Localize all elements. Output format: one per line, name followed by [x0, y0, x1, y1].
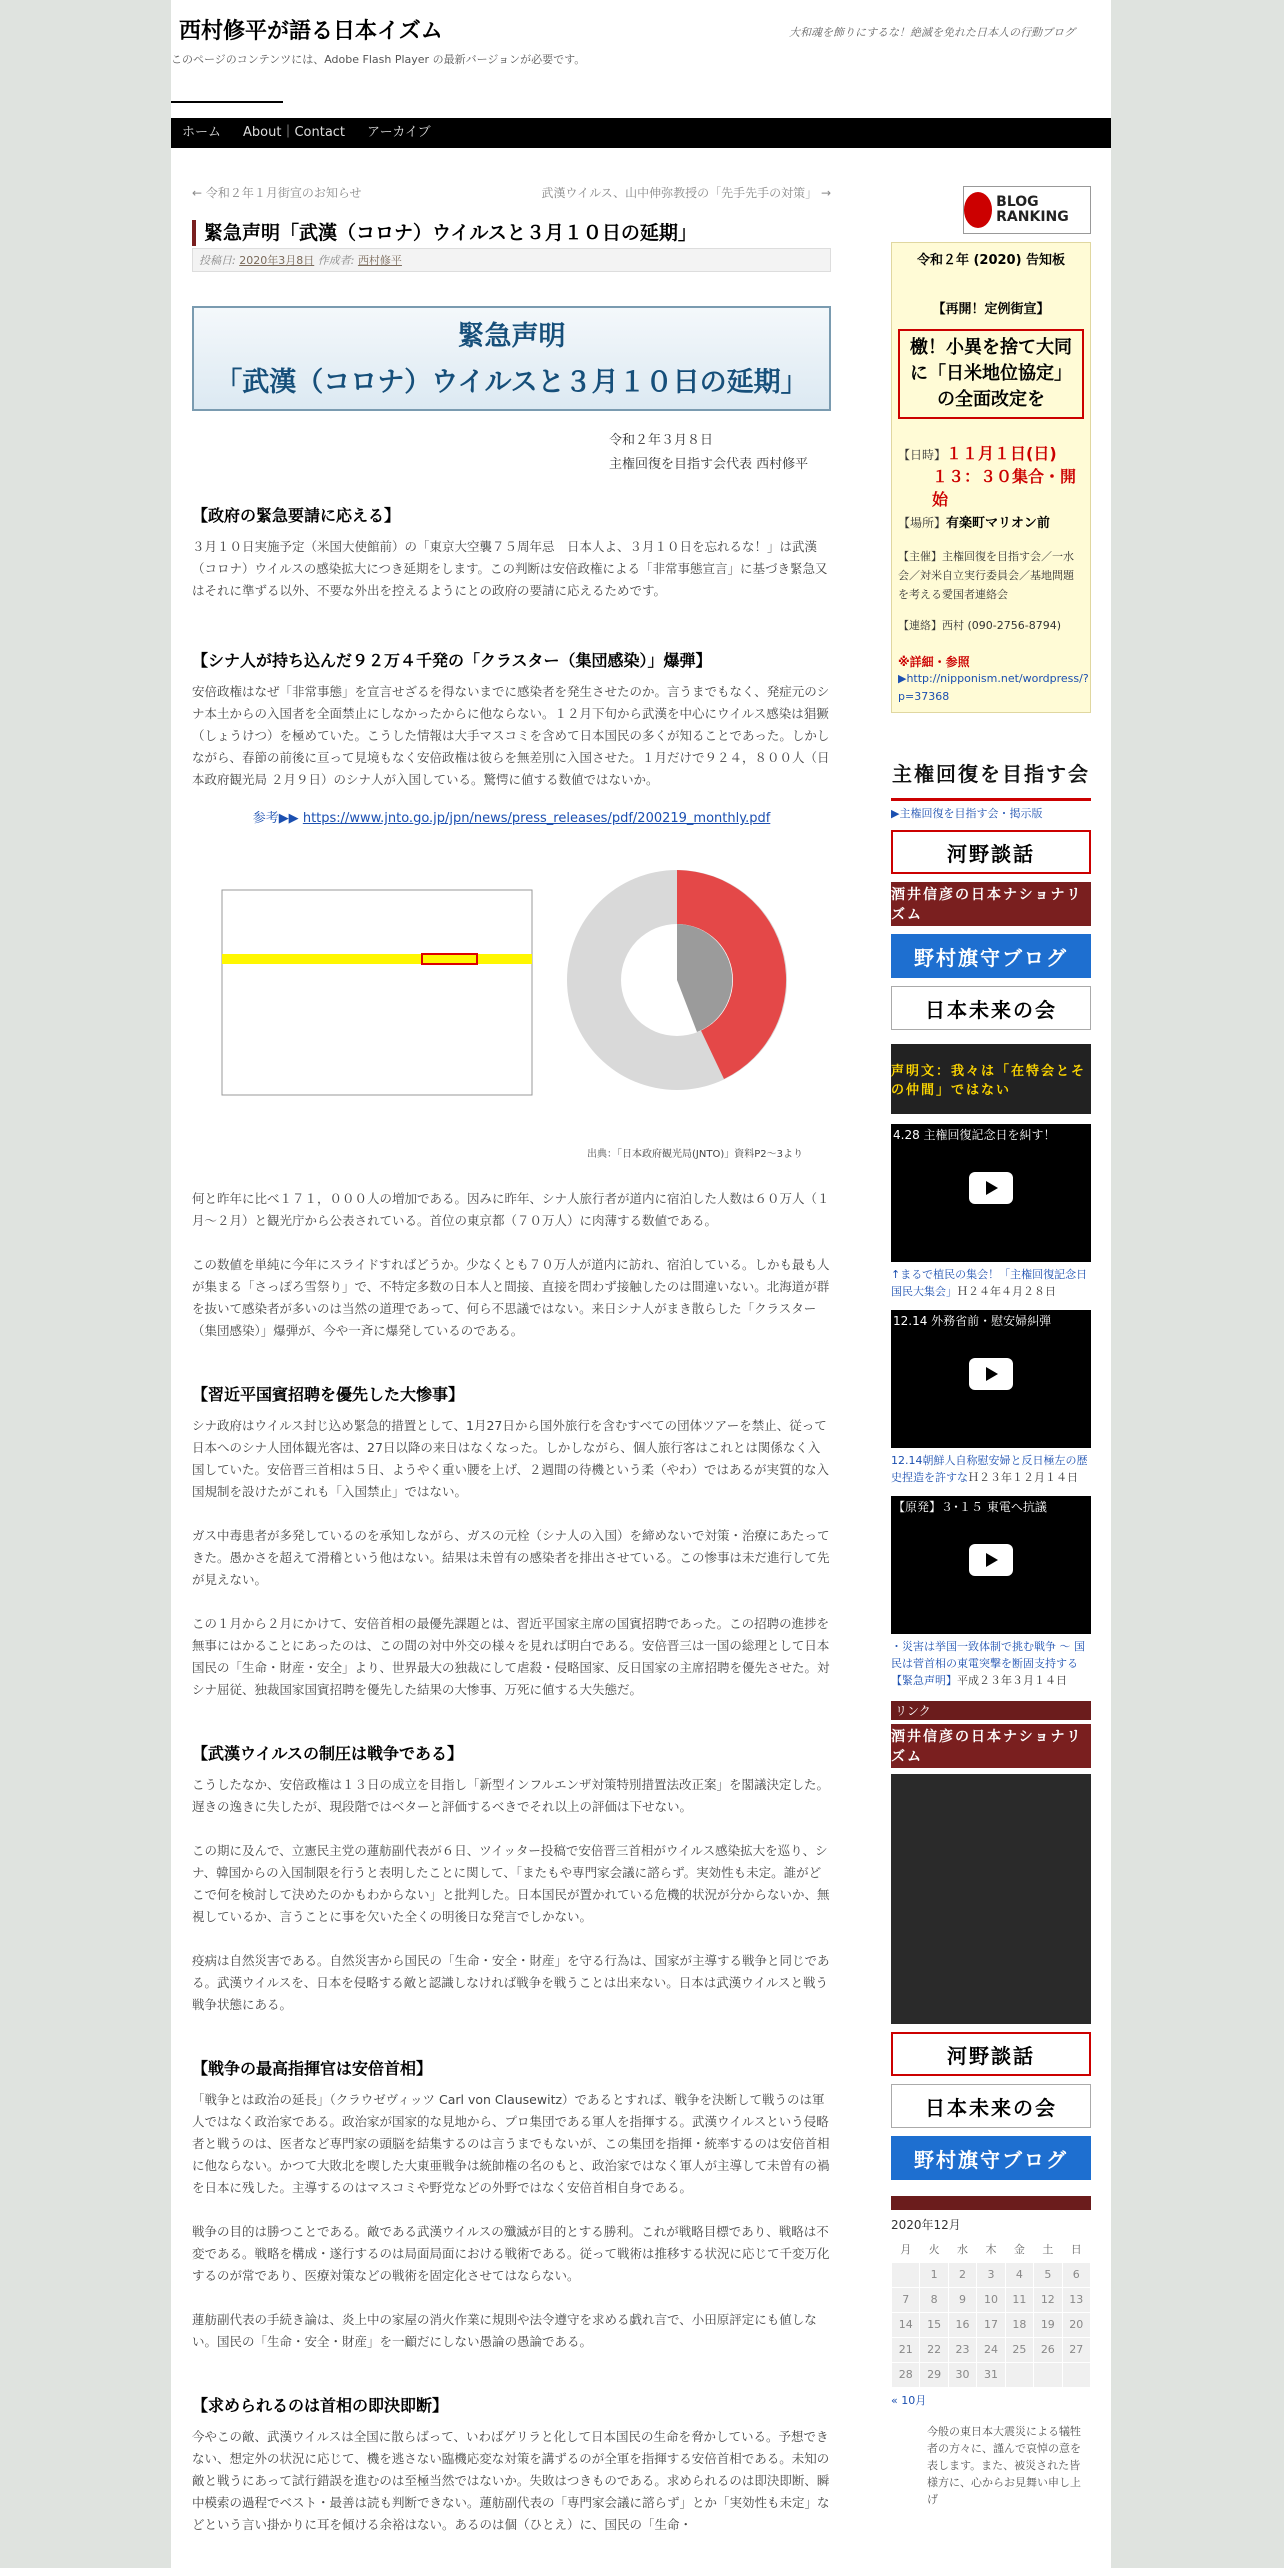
- shuken-board-link[interactable]: ▶主権回復を目指す会・掲示版: [891, 807, 1043, 820]
- main-nav: [171, 118, 1111, 148]
- cal-day: 火: [928, 2243, 940, 2257]
- cal-cell: 31: [977, 2362, 1005, 2387]
- video-1-link[interactable]: [891, 1266, 1091, 1300]
- nav-archive[interactable]: アーカイブ: [367, 125, 431, 140]
- nomura-banner[interactable]: 野村旗守ブログ: [891, 934, 1091, 978]
- video-2-date: Ｈ２３年１２月１４日: [968, 1471, 1078, 1484]
- signature-date: 令和２年３月８日: [609, 433, 714, 448]
- para-xi-1: シナ政府はウイルス封じ込め緊急的措置として、1月27日から国外旅行を含むすべての団体ツアーを禁止、従って日本へのシナ人団体観光客は、27日以降の来日はなくなった。しかしながら、個人旅行客はこれとは関係なく入国していた。安倍晋三首相は５日、ようやく重い腰を上げ、２週間の待機という柔（やわ）ではあるが実質的な入国規制を設けたがこれも「入国禁止」ではない。: [192, 1418, 830, 1499]
- cal-cell: 12: [1034, 2287, 1062, 2312]
- cal-cell: 4: [1005, 2262, 1033, 2287]
- cal-cell: 16: [948, 2312, 976, 2337]
- cal-cell: 15: [920, 2312, 948, 2337]
- cal-cell: 10: [977, 2287, 1005, 2312]
- cal-cell: 29: [920, 2362, 948, 2387]
- video-1-date: Ｈ２４年４月２８日: [957, 1285, 1056, 1298]
- video-1[interactable]: [891, 1124, 1091, 1262]
- signature-name: 主権回復を目指す会代表 西村修平: [609, 457, 809, 472]
- meta-author: 作成者:: [317, 254, 355, 267]
- visitor-figure: [192, 850, 831, 1160]
- post-meta: [192, 248, 831, 272]
- cal-cell: 2: [948, 2262, 976, 2287]
- mirai-banner[interactable]: 日本未来の会: [891, 986, 1091, 1030]
- video-2-link-text[interactable]: 12.14朝鮮人自称慰安婦と反日極左の歴史捏造を許すな: [891, 1454, 1088, 1484]
- notice-board: [891, 242, 1091, 713]
- para-war-1: こうしたなか、安倍政権は１３日の成立を目指し「新型インフルエンザ対策特別措置法改正案」を閣議決定した。遅きの逸きに失したが、現段階ではベターと評価するべきでそれ以上の評価は下せない。: [192, 1777, 830, 1814]
- cal-day: 土: [1042, 2243, 1054, 2257]
- video-3-date: 平成２３年３月１４日: [957, 1674, 1067, 1687]
- date-value: １１月１日(日): [946, 444, 1057, 463]
- heading-decision: 【求められるのは首相の即決即断】: [192, 2396, 449, 2415]
- heading-war: 【武漢ウイルスの制圧は戦争である】: [192, 1744, 464, 1763]
- cal-cell: 25: [1005, 2337, 1033, 2362]
- ranking-logo-icon: [964, 192, 992, 228]
- shuken-banner[interactable]: 主権回復を目指す会: [891, 747, 1091, 801]
- cal-cell: 5: [1034, 2262, 1062, 2287]
- cal-cell: 8: [920, 2287, 948, 2312]
- para-decision: 今やこの敵、武漢ウイルスは全国に散らばって、いわばゲリラと化して日本国民の生命を脅かしている。予想できない、想定外の状況に応じて、機を逃さない臨機応変な対策を講ずるのが全軍を指揮する安倍首相である。未知の敵と戦うにあって試行錯誤を進むのは至極当然ではないか。失敗はつきものである。求められるのは即決即断、瞬中模索の過程でベスト・最善は読も判断できない。蓮舫副代表の「専門家会議に諮らず」とか「実効性も未定」などという言い掛かりに耳を傾ける余裕はない。あるのは個（ひとえ）に、国民の「生命・: [192, 2429, 830, 2532]
- post-navigation: [192, 184, 831, 208]
- cal-cell: 27: [1062, 2337, 1090, 2362]
- links-header: リンク: [891, 1701, 1091, 1720]
- cal-cell: [1005, 2362, 1033, 2387]
- cal-cell: 7: [892, 2287, 920, 2312]
- notice-details-link[interactable]: ▶http://nipponism.net/wordpress/?p=37368: [898, 672, 1089, 703]
- visitor-table-image: [222, 850, 552, 1100]
- cal-cell: 26: [1034, 2337, 1062, 2362]
- notice-headline: 檄！小異を捨て大同に「日米地位協定」の全面改定を: [898, 329, 1084, 419]
- sakai-banner-2[interactable]: 酒井信彦の日本ナショナリズム: [891, 1724, 1091, 1768]
- reference-link[interactable]: https://www.jnto.go.jp/jpn/news/press_releases/pdf/200219_monthly.pdf: [302, 811, 771, 826]
- post-title: 緊急声明「武漢（コロナ）ウイルスと３月１０日の延期」: [192, 220, 831, 246]
- blog-ranking-label: BLOG RANKING: [996, 194, 1069, 225]
- sidebar: [891, 186, 1091, 2506]
- title-rule: [171, 101, 283, 103]
- play-icon[interactable]: [969, 1358, 1013, 1390]
- para-increase: 何と昨年に比べ１７１，０００人の増加である。因みに昨年、シナ人旅行者が道内に宿泊した人数は６０万人（１月～２月）と観光庁から公表されている。首位の東京都（７０万人）に肉薄する数値である。: [192, 1191, 830, 1228]
- cal-cell: 3: [977, 2262, 1005, 2287]
- cal-cell: 23: [948, 2337, 976, 2362]
- cal-cell: [1034, 2362, 1062, 2387]
- cal-cell: 13: [1062, 2287, 1090, 2312]
- para-war-3: 疫病は自然災害である。自然災害から国民の「生命・安全・財産」を守る行為は、国家が主導する戦争と同じである。武漢ウイルスを、日本を侵略する敵と認識しなければ戦争を戦うことは出来ない。日本は武漢ウイルスと戦う戦争状態にある。: [192, 1953, 830, 2012]
- para-hokkaido: この数値を単純に今年にスライドすればどうか。少なくとも７０万人が道内に訪れ、宿泊している。しかも最も人が集まる「さっぽろ雪祭り」で、不特定多数の日本人と間接、直接を問わず接触したのは間違いない。北海道が群を抜いて感染者が多いのは当然の道理であって、何ら不思議ではない。来日シナ人がまき散らした「クラスター（集団感染）」爆弾が、今や一斉に爆発しているのである。: [192, 1257, 830, 1338]
- cal-day: 水: [957, 2243, 969, 2257]
- heading-government: 【政府の緊急要請に応える】: [192, 506, 401, 525]
- site-title[interactable]: 西村修平が語る日本イズム: [179, 19, 443, 44]
- video-3-link-text[interactable]: ・災害は挙国一致体制で挑む戦争 〜 国民は菅首相の東電突撃を断固支持する【緊急声明】: [891, 1640, 1085, 1687]
- cal-cell: 20: [1062, 2312, 1090, 2337]
- content: [192, 184, 831, 2558]
- para-commander-3: 蓮舫副代表の手続き論は、炎上中の家屋の消火作業に規則や法令遵守を求める戯れ言で、小田原評定にも値しない。国民の「生命・安全・財産」を一顧だにしない愚論の愚論である。: [192, 2312, 817, 2349]
- notice-subtitle: 【再開！定例街宣】: [932, 302, 1050, 317]
- notice-datetime: [898, 443, 1084, 535]
- page: [171, 0, 1111, 2568]
- mirai-banner-2[interactable]: 日本未来の会: [891, 2084, 1091, 2128]
- reference: [192, 807, 831, 826]
- reference-label: 参考▶▶: [252, 811, 299, 826]
- prev-post-link[interactable]: ← 令和２年１月街宣のお知らせ: [192, 186, 362, 200]
- play-icon[interactable]: [969, 1172, 1013, 1204]
- cal-cell: [1062, 2362, 1090, 2387]
- notice-organizer: 【主催】主権回復を目指す会／一水会／対米自立実行委員会／基地問題を考える愛国者連絡会: [898, 550, 1074, 601]
- cal-cell: 6: [1062, 2262, 1090, 2287]
- calendar-prev-link[interactable]: « 10月: [891, 2393, 927, 2407]
- visitor-pie-chart: [552, 850, 802, 1100]
- cal-cell: 18: [1005, 2312, 1033, 2337]
- statement-banner: [192, 306, 831, 411]
- notice-title: 令和２年 (2020) 告知板: [916, 253, 1066, 268]
- video-1-caption: 4.28 主権回復記念日を糾す！: [893, 1128, 1056, 1142]
- signature: [609, 429, 831, 477]
- heading-commander: 【戦争の最高指揮官は安倍首相】: [192, 2059, 433, 2078]
- cal-cell: 9: [948, 2287, 976, 2312]
- statement-banner-side[interactable]: 声明文：我々は「在特会とその仲間」ではない: [891, 1044, 1091, 1114]
- nomura-banner-2[interactable]: 野村旗守ブログ: [891, 2136, 1091, 2180]
- video-3[interactable]: [891, 1496, 1091, 1634]
- notice-details: ※詳細・参照: [898, 655, 970, 669]
- cal-cell: 21: [892, 2337, 920, 2362]
- memorial-text: 今般の東日本大震災による犠牲者の方々に、謹んで哀悼の意を表します。また、被災された皆様方に、心からお見舞い申し上げ: [927, 2424, 1081, 2506]
- cal-day: 金: [1013, 2243, 1025, 2257]
- next-post-link[interactable]: 武漢ウイルス、山中伸弥教授の「先手先手の対策」 →: [541, 186, 831, 200]
- flash-note: このページのコンテンツには、Adobe Flash Player の最新バージョンが必要です。: [171, 53, 586, 66]
- cal-cell: 28: [892, 2362, 920, 2387]
- kono-danwa-banner[interactable]: 河野談話: [891, 830, 1091, 874]
- sakai-banner[interactable]: 酒井信彦の日本ナショナリズム: [891, 882, 1091, 926]
- calendar: [891, 2216, 1091, 2409]
- para-xi-2: ガス中毒患者が多発しているのを承知しながら、ガスの元栓（シナ人の入国）を締めないで対策・治療にあたってきた。愚かさを超えて滑稽という他はない。結果は未曽有の感染者を排出させている。この惨事は未だ進行して先が見えない。: [192, 1528, 830, 1587]
- video-1-link-text[interactable]: ↑まるで植民の集会！「主権回復記念日国民大集会」: [891, 1268, 1088, 1298]
- video-2-caption: 12.14 外務省前・慰安婦糾弾: [893, 1314, 1052, 1328]
- video-2-link[interactable]: [891, 1452, 1091, 1486]
- video-2[interactable]: [891, 1310, 1091, 1448]
- banner-line-1: 緊急声明: [457, 321, 566, 352]
- meta-prefix: 投稿日:: [199, 254, 236, 267]
- banner-line-2: 「武漢（コロナ）ウイルスと３月１０日の延期」: [215, 367, 808, 398]
- place-label: 【場所】: [898, 516, 947, 530]
- cal-day: 月: [900, 2243, 912, 2257]
- para-commander-1: 「戦争とは政治の延長」（クラウゼヴィッツ Carl von Clausewitz）であるとすれば、戦争を決断して戦うのは軍人ではなく政治家である。政治家が国家的な見地から、プロ集団である軍人を指揮する。武漢ウイルスという侵略者と戦うのは、医者など専門家の頭脳を結集するのは言うまでもないが、この集団を指揮・統率するのは安倍首相に他ならない。かつて大敗北を喫した大東亜戦争は統帥権の名のもと、政治家ではなく軍人が主導して未曽有の禍を日本に残した。主導するのはマスコミや野党などの外野ではなく安倍首相自身である。: [192, 2092, 830, 2195]
- date-label: 【日時】: [898, 448, 947, 462]
- cal-cell: 30: [948, 2362, 976, 2387]
- notice-contact: 【連絡】西村 (090-2756-8794): [898, 619, 1062, 632]
- nav-about[interactable]: About｜Contact: [243, 125, 346, 140]
- calendar-table: [891, 2237, 1091, 2388]
- cal-day: 木: [985, 2243, 997, 2257]
- kono-danwa-banner-2[interactable]: 河野談話: [891, 2032, 1091, 2076]
- post-date-link[interactable]: 2020年3月8日: [239, 254, 315, 267]
- cal-cell: 14: [892, 2312, 920, 2337]
- cal-cell: [892, 2262, 920, 2287]
- cal-day: 日: [1070, 2243, 1082, 2257]
- book-cover-image[interactable]: [891, 1774, 1091, 2024]
- cal-cell: 22: [920, 2337, 948, 2362]
- blog-ranking-banner[interactable]: [963, 186, 1091, 234]
- nav-home[interactable]: ホーム: [182, 125, 222, 140]
- cal-cell: 1: [920, 2262, 948, 2287]
- cal-cell: 19: [1034, 2312, 1062, 2337]
- figure-caption: 出典：「日本政府観光局(JNTO)」資料P2～3より: [587, 1149, 803, 1160]
- site-description: 大和魂を飾りにするな！絶滅を免れた日本人の行動ブログ: [789, 26, 1075, 39]
- play-icon[interactable]: [969, 1544, 1013, 1576]
- calendar-header: [891, 2196, 1091, 2210]
- para-china: 安倍政権はなぜ「非常事態」を宣言せざるを得ないまでに感染者を発生させたのか。言うまでもなく、発症元のシナ本土からの入国者を全面禁止にしなかったからに他ならない。１２月下旬から武漢を中心にウイルス感染は猖獗（しょうけつ）を極めていた。こうした情報は大手マスコミを含めて日本国民の多くが知ることであった。しかしながら、春節の前後に亘って見境もなく安倍政権は彼らを無差別に入国させた。１月だけで９２４，８００人（日本政府観光局 ２月９日）のシナ人が入国している。驚愕に値する数値ではないか。: [192, 684, 830, 787]
- time-value: １３：３０集合・開始: [932, 467, 1077, 509]
- para-commander-2: 戦争の目的は勝つことである。敵である武漢ウイルスの殲滅が目的とする勝利。これが戦略目標であり、戦略は不変である。戦略を構成・遂行するのは局面局面における戦術である。従って戦術は推移する状況に応じて千変万化するのが常であり、医療対策などの戦術を固定化させてはならない。: [192, 2224, 830, 2283]
- heading-xi: 【習近平国賓招聘を優先した大惨事】: [192, 1385, 465, 1404]
- cal-cell: 17: [977, 2312, 1005, 2337]
- heading-china: 【シナ人が持ち込んだ９２万４千発の「クラスター（集団感染）」爆弾】: [192, 651, 712, 670]
- place-value: 有楽町マリオン前: [946, 516, 1050, 531]
- calendar-title: 2020年12月: [891, 2218, 961, 2232]
- cal-cell: 11: [1005, 2287, 1033, 2312]
- cal-cell: 24: [977, 2337, 1005, 2362]
- para-xi-3: この１月から２月にかけて、安倍首相の最優先課題とは、習近平国家主席の国賓招聘であった。この招聘の進捗を無事にはかることにあったのは、この間の対中外交の様々を見れば明白である。安倍晋三は一国の総理として日本国民の「生命・財産・安全」より、世界最大の独裁にして虐殺・侵略国家、反日国家の主席招聘を優先させた。対シナ屈従、独裁国家国賓招聘を優先した結果の大惨事、万死に値する大失態だ。: [192, 1616, 830, 1697]
- para-government: ３月１０日実施予定（米国大使館前）の「東京大空襲７５周年忌 日本人よ、３月１０日を忘れるな！」は武漢（コロナ）ウイルスの感染拡大につき延期をします。この判断は安倍政権による「非常事態宣言」に基づき緊急又はそれに準ずる以外、不要な外出を控えるようにとの政府の要請に応えるためです。: [192, 539, 828, 598]
- video-3-caption: 【原発】３･１５ 東電へ抗議: [893, 1500, 1047, 1514]
- video-3-link[interactable]: [891, 1638, 1091, 1689]
- post-author-link[interactable]: 西村修平: [357, 254, 402, 267]
- para-war-2: この期に及んで、立憲民主党の蓮舫副代表が６日、ツイッター投稿で安倍晋三首相がウイルス感染拡大を巡り、シナ、韓国からの入国制限を行うと表明したことに関して、「またもや専門家会議に諮らず。実効性も未定。誰がどこで何を検討して決めたのかもわからない」と批判した。日本国民が置かれている危機的状況が分からないか、無視しているか、言うことに事を欠いた全くの明後日な発言でしかない。: [192, 1843, 830, 1924]
